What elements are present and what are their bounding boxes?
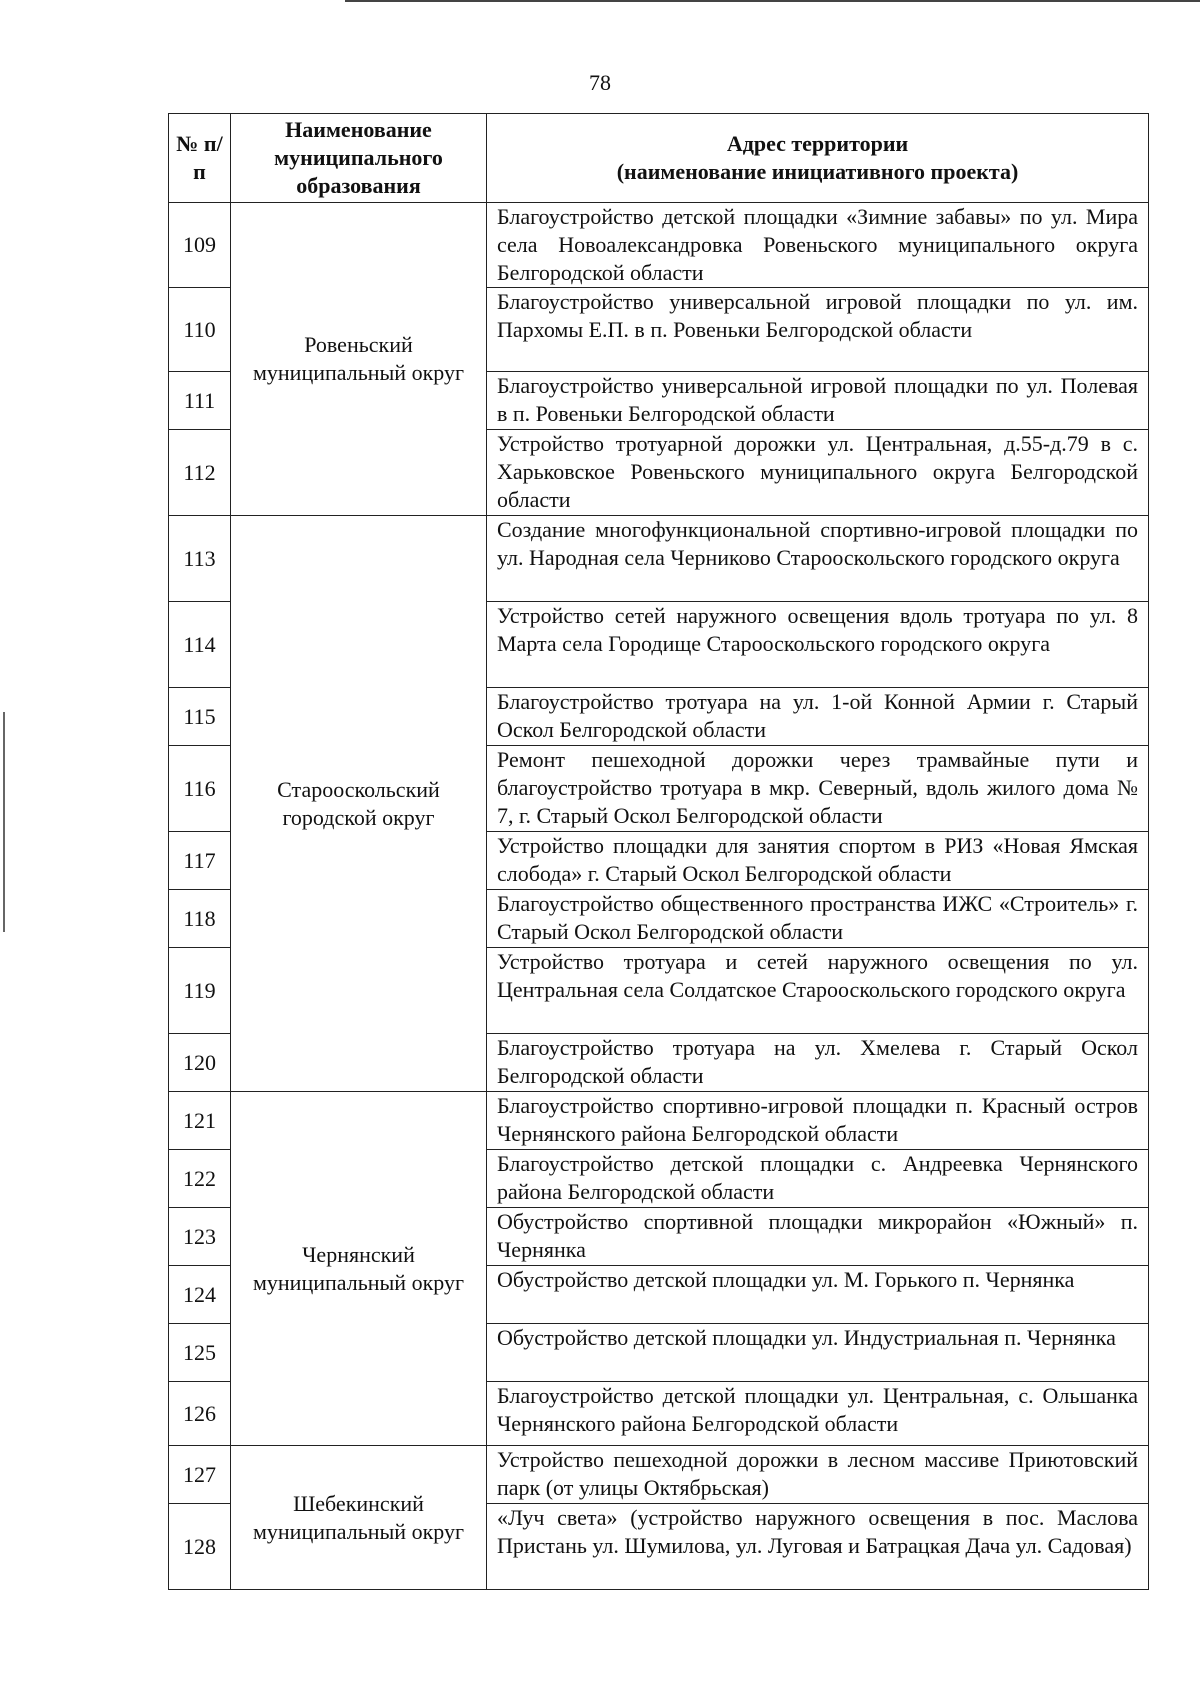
row-number: 123: [169, 1208, 231, 1266]
row-number: 121: [169, 1092, 231, 1150]
row-number: 112: [169, 430, 231, 516]
table-row: [169, 1446, 1149, 1504]
row-number: 128: [169, 1504, 231, 1590]
row-number: 116: [169, 746, 231, 832]
header-address-line2: (наименование инициативного проекта): [616, 159, 1019, 184]
row-number: 120: [169, 1034, 231, 1092]
project-address: Благоустройство детской площадки ул. Центральная, с. Ольшанка Чернянского района Белгородской области: [487, 1382, 1149, 1446]
project-address: Благоустройство универсальной игровой площадки по ул. им. Пархомы Е.П. в п. Ровеньки Белгородской области: [487, 288, 1149, 372]
row-number: 119: [169, 948, 231, 1034]
top-rule: [345, 0, 1200, 2]
row-number: 117: [169, 832, 231, 890]
row-number: 111: [169, 372, 231, 430]
municipality-cell: Старооскольский городской округ: [231, 516, 487, 1092]
row-number: 122: [169, 1150, 231, 1208]
project-address: Создание многофункциональной спортивно-игровой площадки по ул. Народная села Черниково Старооскольского городского округа: [487, 516, 1149, 602]
project-address: Благоустройство общественного пространства ИЖС «Строитель» г. Старый Оскол Белгородской области: [487, 890, 1149, 948]
project-address: Благоустройство тротуара на ул. 1-ой Конной Армии г. Старый Оскол Белгородской области: [487, 688, 1149, 746]
table-header-row: [169, 114, 1149, 203]
table-row: [169, 203, 1149, 288]
table-row: [169, 1092, 1149, 1150]
project-address: Устройство площадки для занятия спортом в РИЗ «Новая Ямская слобода» г. Старый Оскол Белгородской области: [487, 832, 1149, 890]
header-municipality: Наименование муниципального образования: [231, 114, 487, 203]
project-address: Благоустройство детской площадки «Зимние забавы» по ул. Мира села Новоалександровка Ровеньского муниципального округа Белгородской области: [487, 203, 1149, 288]
project-address: Устройство тротуара и сетей наружного освещения по ул. Центральная села Солдатское Старооскольского городского округа: [487, 948, 1149, 1034]
row-number: 114: [169, 602, 231, 688]
project-address: Благоустройство тротуара на ул. Хмелева г. Старый Оскол Белгородской области: [487, 1034, 1149, 1092]
municipality-cell: Шебекинский муниципальный округ: [231, 1446, 487, 1590]
project-address: Благоустройство детской площадки с. Андреевка Чернянского района Белгородской области: [487, 1150, 1149, 1208]
scan-edge-mark: [3, 712, 5, 932]
project-address: Устройство пешеходной дорожки в лесном массиве Приютовский парк (от улицы Октябрьская): [487, 1446, 1149, 1504]
header-num: № п/п: [169, 114, 231, 203]
row-number: 118: [169, 890, 231, 948]
row-number: 124: [169, 1266, 231, 1324]
municipality-cell: Чернянский муниципальный округ: [231, 1092, 487, 1446]
project-address: Обустройство детской площадки ул. Индустриальная п. Чернянка: [487, 1324, 1149, 1382]
project-address: Благоустройство универсальной игровой площадки по ул. Полевая в п. Ровеньки Белгородской области: [487, 372, 1149, 430]
project-address: Устройство сетей наружного освещения вдоль тротуара по ул. 8 Марта села Городище Старооскольского городского округа: [487, 602, 1149, 688]
project-address: Устройство тротуарной дорожки ул. Центральная, д.55-д.79 в с. Харьковское Ровеньского муниципального округа Белгородской области: [487, 430, 1149, 516]
row-number: 125: [169, 1324, 231, 1382]
page-number: 78: [589, 70, 611, 95]
row-number: 127: [169, 1446, 231, 1504]
project-address: Обустройство детской площадки ул. М. Горького п. Чернянка: [487, 1266, 1149, 1324]
table-row: [169, 516, 1149, 602]
header-address-line1: Адрес территории: [726, 131, 909, 156]
row-number: 126: [169, 1382, 231, 1446]
row-number: 113: [169, 516, 231, 602]
project-address: Благоустройство спортивно-игровой площадки п. Красный остров Чернянского района Белгородской области: [487, 1092, 1149, 1150]
project-address: Ремонт пешеходной дорожки через трамвайные пути и благоустройство тротуара в мкр. Северный, вдоль жилого дома № 7, г. Старый Оскол Белгородской области: [487, 746, 1149, 832]
projects-table: [168, 113, 1149, 1590]
row-number: 115: [169, 688, 231, 746]
row-number: 110: [169, 288, 231, 372]
row-number: 109: [169, 203, 231, 288]
header-address: [487, 114, 1149, 203]
project-address: Обустройство спортивной площадки микрорайон «Южный» п. Чернянка: [487, 1208, 1149, 1266]
municipality-cell: Ровеньский муниципальный округ: [231, 203, 487, 516]
project-address: «Луч света» (устройство наружного освещения в пос. Маслова Пристань ул. Шумилова, ул. Луговая и Батрацкая Дача ул. Садовая): [487, 1504, 1149, 1590]
